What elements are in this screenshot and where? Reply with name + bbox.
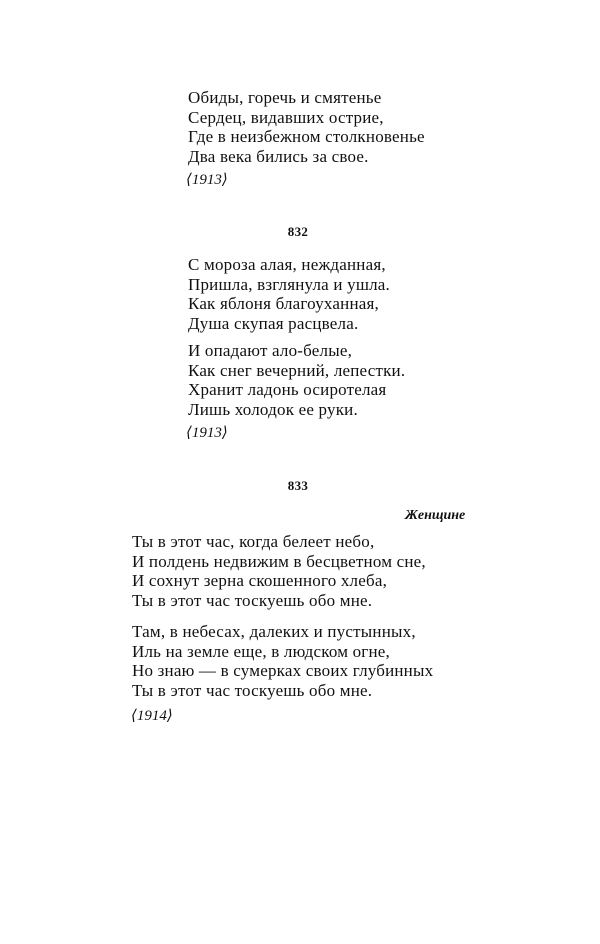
poem-line: Два века бились за свое. <box>188 146 369 166</box>
poem-number: 832 <box>287 224 309 239</box>
poem-line: Сердец, видавших острие, <box>188 107 384 127</box>
poem-stanza <box>188 255 390 333</box>
poem-line: И сохнут зерна скошенного хлеба, <box>132 571 388 590</box>
poem-line: Пришла, взглянула и ушла. <box>188 274 390 294</box>
poem-line: Как снег вечерний, лепестки. <box>188 360 406 380</box>
poem-stanza <box>132 532 426 610</box>
poem-date: ⟨1914⟩ <box>131 708 173 724</box>
poem-line: Ты в этот час тоскуешь обо мне. <box>132 590 373 610</box>
poem-line: Ты в этот час, когда белеет небо, <box>132 532 375 551</box>
poem-line: Душа скупая расцвела. <box>188 313 359 333</box>
poem-date: ⟨1913⟩ <box>186 425 228 441</box>
poem-stanza <box>132 622 433 700</box>
poem-line: Где в неизбежном столкновенье <box>188 127 425 146</box>
poem-line: Иль на земле еще, в людском огне, <box>132 641 390 661</box>
poem-stanza <box>188 341 405 419</box>
poem-line: Как яблоня благоуханная, <box>188 294 379 313</box>
poem-date: ⟨1913⟩ <box>186 172 228 188</box>
poem-line: С мороза алая, нежданная, <box>188 255 386 274</box>
poem-fragment-stanza <box>188 88 425 166</box>
poem-dedication: Женщине <box>405 508 466 523</box>
poem-line: Лишь холодок ее руки. <box>188 399 358 419</box>
poem-line: И полдень недвижим в бесцветном сне, <box>132 551 426 571</box>
poem-line: И опадают ало-белые, <box>188 341 353 360</box>
poem-line: Ты в этот час тоскуешь обо мне. <box>132 680 373 700</box>
poem-line: Там, в небесах, далеких и пустынных, <box>132 622 416 641</box>
poem-number: 833 <box>287 478 309 493</box>
poem-line: Обиды, горечь и смятенье <box>188 88 382 107</box>
poem-line: Хранит ладонь осиротелая <box>188 380 387 399</box>
poem-line: Но знаю — в сумерках своих глубинных <box>132 661 434 680</box>
